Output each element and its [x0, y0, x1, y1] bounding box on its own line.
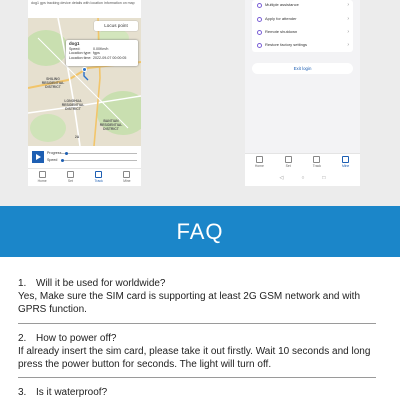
bottom-nav [245, 153, 360, 170]
menu-item-apply-attender[interactable]: Apply for attender › [252, 14, 353, 24]
menu-item-restore-factory[interactable]: Restore factory settings › [252, 40, 353, 50]
menu-item-multiple-assistance[interactable]: Multiple assistance › [252, 0, 353, 10]
track-icon [95, 171, 102, 178]
device-info-popup [66, 40, 138, 66]
users-icon [257, 3, 262, 8]
speed-slider[interactable] [61, 160, 137, 161]
chevron-right-icon: › [347, 16, 349, 22]
faq-title: FAQ [176, 219, 224, 244]
back-icon[interactable]: ◁ [279, 175, 284, 181]
apply-icon [257, 17, 262, 22]
map-view[interactable] [28, 18, 141, 146]
popup-row: Location type: fgps [69, 51, 100, 56]
speed-label: Speed [47, 158, 58, 162]
nav-mine[interactable]: Mine [113, 169, 141, 186]
faq-item [18, 386, 378, 399]
device-name: dog1 [69, 41, 80, 46]
faq-answer: If already insert the sim card, please take it out firstly. Wait 10 seconds and long press the power button for seconds. The light will turn off. [18, 346, 371, 370]
map-label: 2A [74, 135, 80, 139]
chevron-right-icon: › [347, 42, 349, 48]
power-icon [257, 30, 262, 35]
bottom-nav [28, 168, 141, 186]
nav-set[interactable]: Set [56, 169, 84, 186]
faq-list [0, 257, 400, 400]
settings-icon [67, 171, 74, 178]
popup-row: Location time: 2022-09-07 00:00:05 [69, 55, 127, 60]
track-icon [313, 156, 320, 163]
recents-icon[interactable]: □ [322, 175, 326, 181]
more-icon [342, 156, 349, 163]
faq-item [18, 332, 378, 371]
more-icon [123, 171, 130, 178]
nav-mine[interactable]: Mine [331, 154, 360, 170]
faq-question: 3. Is it waterproof? [18, 387, 108, 398]
nav-set[interactable]: Set [274, 154, 303, 170]
home-circle-icon[interactable]: ○ [301, 175, 305, 181]
progress-slider[interactable] [61, 153, 137, 154]
faq-question: 2. How to power off? [18, 333, 117, 344]
menu-item-remote-shutdown[interactable]: Remote shutdown › [252, 27, 353, 37]
nav-home[interactable]: Home [245, 154, 274, 170]
progress-slider-knob[interactable] [65, 152, 68, 155]
divider [18, 323, 376, 324]
restore-icon [257, 43, 262, 48]
playback-bar [28, 148, 141, 166]
nav-track[interactable]: Track [303, 154, 332, 170]
locus-point-button[interactable]: Locus point [94, 21, 138, 31]
home-icon [39, 171, 46, 178]
map-label: LONGHUA RESIDENTIAL DISTRICT [61, 99, 85, 111]
chevron-right-icon: › [347, 2, 349, 8]
exit-login-button[interactable]: Exit login [252, 63, 353, 74]
phone-track-screen [28, 0, 141, 186]
faq-item [18, 277, 378, 316]
settings-menu [252, 0, 353, 52]
faq-banner [0, 206, 400, 257]
location-pin-icon[interactable] [82, 67, 87, 72]
faq-question: 1. Will it be used for worldwide? [18, 278, 166, 289]
speed-slider-knob[interactable] [61, 159, 64, 162]
phone-settings-screen [245, 0, 360, 186]
faq-answer: Yes, Make sure the SIM card is supporting at least 2G GSM network and with GPRS function. [18, 291, 361, 315]
system-nav-bar [245, 170, 360, 186]
home-icon [256, 156, 263, 163]
nav-track[interactable]: Track [85, 169, 113, 186]
track-header-text: dog1 gps tracking device details with location information on map [28, 0, 141, 18]
divider [18, 377, 376, 378]
map-label: SHILING RESIDENTIAL DISTRICT [41, 77, 65, 89]
settings-icon [285, 156, 292, 163]
nav-home[interactable]: Home [28, 169, 56, 186]
progress-label: Progress [47, 151, 62, 155]
play-icon[interactable] [32, 151, 44, 163]
chevron-right-icon: › [347, 29, 349, 35]
map-label: BANTIAN RESIDENTIAL DISTRICT [99, 119, 123, 131]
popup-row: Speed: 0.00Km/h [69, 46, 109, 51]
